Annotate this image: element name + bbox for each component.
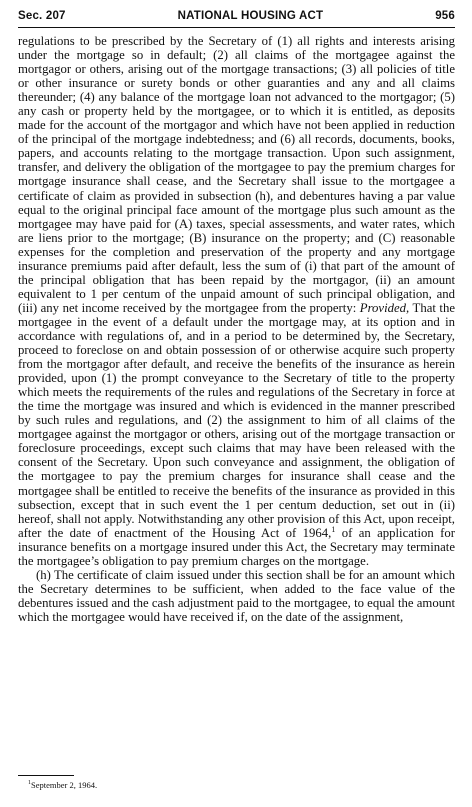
page-number: 956: [435, 10, 455, 22]
paragraph-continued: [18, 34, 455, 568]
footnote-divider: [18, 775, 74, 776]
running-head: [18, 10, 455, 28]
paragraph-text-b: That the mortgagee in the event of a default under the mortgage may, at its option and in accordance with regulations of, and in a period to be determined by, the Secretary, proceed to foreclose on and obtain possession of or otherwise acquire such property from the mortgagor after default, and receive the benefits of the insurance as herein provided, upon (1) the prompt conveyance to the Secretary of title to the property which meets the requirements of the rules and regulations of the Secretary in force at the time the mortgage was insured and which is evidenced in the manner prescribed by such rules and regulations, and (2) the assignment to him of all claims of the mortgagee against the mortgagor or others, arising out of the mortgage transaction or foreclosure proceedings, except such claims that may have been released with the consent of the Secretary. Upon such conveyance and assignment, the obligation of the mortgagee to pay the premium charges for insurance shall cease and the mortgagee shall be entitled to receive the benefits of the insurance as provided in this subsection, except that in such event the 1 per centum deduction, set out in (ii) hereof, shall not apply. Notwithstanding any other provision of this Act, upon receipt, after the date of enactment of the Housing Act of 1964,: [18, 300, 455, 540]
paragraph-text-c: of an application for insurance benefits on a mortgage insured under this Act, the Secretary may terminate the mortgagee’s obligation to pay premium charges on the mortgage.: [18, 525, 455, 568]
footnote-marker: 1: [28, 780, 31, 787]
act-title: NATIONAL HOUSING ACT: [177, 10, 324, 22]
paragraph-text-a: regulations to be prescribed by the Secretary of (1) all rights and interests arising under the mortgage so in default; (2) all claims of the mortgagee against the mortgagor or others, arising out of the mortgage transactions; (3) all policies of title or other insurance or surety bonds or other guaranties and any and all claims thereunder; (4) any balance of the mortgage loan not advanced to the mortgagor; (5) any cash or property held by the mortgagee, or to which it is entitled, as deposits made for the account of the mortgagor and which have not been applied in reduction of the principal of the mortgage indebtedness; and (6) all records, documents, books, papers, and accounts relating to the mortgage transaction. Upon such assignment, transfer, and delivery the obligation of the mortgagee to pay the premium charges for mortgage insurance shall cease, and the Secretary shall issue to the mortgagee a certificate of claim as provided in subsection (h), and debentures having a par value equal to the original principal face amount of the mortgage plus such amount as the mortgagee may have paid for (A) taxes, special assessments, and water rates, which are liens prior to the mortgage; (B) insurance on the property; and (C) reasonable expenses for the completion and preservation of the property and any mortgage insurance premiums paid after default, less the sum of (i) that part of the amount of the principal obligation that has been repaid by the mortgagor, (ii) an amount equivalent to 1 per centum of the unpaid amount of such principal obligation, and (iii) any net income received by the mortgagee from the property:: [18, 34, 455, 315]
footnote: [28, 780, 97, 790]
section-number: Sec. 207: [18, 10, 66, 22]
page: [18, 10, 455, 624]
body-text: [18, 34, 455, 624]
footnote-text: September 2, 1964.: [31, 780, 98, 790]
footnote-reference[interactable]: 1: [331, 524, 336, 534]
proviso-italic: Provided,: [359, 300, 410, 315]
paragraph-subsection-h: (h) The certificate of claim issued under this section shall be for an amount which the Secretary determines to be sufficient, when added to the face value of the debentures issued and the cash adjustment paid to the mortgagee, to equal the amount which the mortgagee would have received if, on the date of the assignment,: [18, 567, 455, 624]
